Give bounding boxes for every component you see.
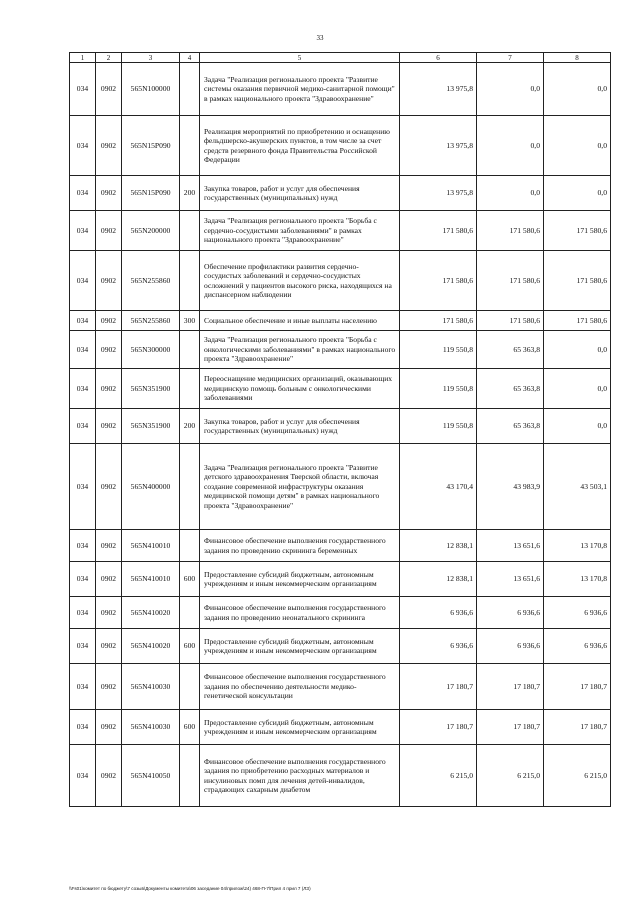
cell-code: 034: [70, 251, 96, 311]
table-row: [70, 176, 611, 211]
cell-sum-year1: 171 580,6: [400, 211, 477, 251]
cell-section: 0902: [96, 311, 122, 331]
cell-description: Задача "Реализация регионального проекта "Борьба с онкологическими заболеваниями" в рамках национального проекта "Здравоохранение": [200, 331, 400, 369]
cell-section: 0902: [96, 176, 122, 211]
cell-sum-year2: 0,0: [477, 116, 544, 176]
table-row: [70, 311, 611, 331]
cell-description: Финансовое обеспечение выполнения государственного задания по проведению скрининга беременных: [200, 530, 400, 562]
footer-file-path: \\Fs01\комитет по бюджету\7 созыв\Документы комитета\06 заседание 04\прилож\24) 468-П-7\Прил 4 прил 7 (ЛЗ): [69, 886, 311, 891]
cell-sum-year1: 6 936,6: [400, 597, 477, 629]
cell-sum-year2: 17 180,7: [477, 664, 544, 710]
cell-sum-year3: 6 936,6: [544, 629, 611, 664]
cell-target: 565N410050: [122, 745, 180, 807]
cell-description: Задача "Реализация регионального проекта "Борьба с сердечно-сосудистыми заболеваниями" в рамках национального проекта "Здравоохранение": [200, 211, 400, 251]
cell-target: 565N400000: [122, 444, 180, 530]
cell-section: 0902: [96, 745, 122, 807]
cell-description: Социальное обеспечение и иные выплаты населению: [200, 311, 400, 331]
cell-sum-year3: 13 170,8: [544, 562, 611, 597]
table-row: [70, 116, 611, 176]
header-cell: 2: [96, 53, 122, 63]
cell-sum-year2: 6 215,0: [477, 745, 544, 807]
cell-description: Закупка товаров, работ и услуг для обеспечения государственных (муниципальных) нужд: [200, 176, 400, 211]
cell-sum-year2: 171 580,6: [477, 211, 544, 251]
cell-sum-year1: 171 580,6: [400, 251, 477, 311]
table-row: [70, 745, 611, 807]
cell-sum-year1: 6 936,6: [400, 629, 477, 664]
cell-type: [180, 251, 200, 311]
cell-sum-year1: 17 180,7: [400, 664, 477, 710]
cell-sum-year3: 0,0: [544, 63, 611, 116]
cell-sum-year2: 65 363,8: [477, 409, 544, 444]
cell-description: Задача "Реализация регионального проекта "Развитие детского здравоохранения Тверской области, включая создание современной инфраструктуры оказания медицинской помощи детям" в рамках национального проекта "Здравоохранение": [200, 444, 400, 530]
cell-sum-year1: 13 975,8: [400, 116, 477, 176]
cell-sum-year1: 6 215,0: [400, 745, 477, 807]
cell-sum-year1: 119 550,8: [400, 331, 477, 369]
cell-code: 034: [70, 597, 96, 629]
cell-description: Предоставление субсидий бюджетным, автономным учреждениям и иным некоммерческим организациям: [200, 710, 400, 745]
table-row: [70, 331, 611, 369]
cell-type: 200: [180, 176, 200, 211]
cell-target: 565N410010: [122, 530, 180, 562]
cell-target: 565N300000: [122, 331, 180, 369]
table-row: [70, 409, 611, 444]
cell-target: 565N351900: [122, 409, 180, 444]
cell-code: 034: [70, 745, 96, 807]
cell-sum-year2: 0,0: [477, 63, 544, 116]
cell-section: 0902: [96, 562, 122, 597]
cell-section: 0902: [96, 629, 122, 664]
cell-description: Задача "Реализация регионального проекта "Развитие системы оказания первичной медико-санитарной помощи" в рамках национального проекта "Здравоохранение": [200, 63, 400, 116]
cell-target: 565N410020: [122, 597, 180, 629]
cell-sum-year1: 119 550,8: [400, 409, 477, 444]
cell-sum-year2: 13 651,6: [477, 562, 544, 597]
cell-sum-year2: 17 180,7: [477, 710, 544, 745]
cell-type: 600: [180, 629, 200, 664]
header-cell: 6: [400, 53, 477, 63]
cell-description: Предоставление субсидий бюджетным, автономным учреждениям и иным некоммерческим организациям: [200, 629, 400, 664]
cell-sum-year3: 0,0: [544, 369, 611, 409]
cell-target: 565N255860: [122, 311, 180, 331]
cell-target: 565N410020: [122, 629, 180, 664]
cell-code: 034: [70, 369, 96, 409]
cell-sum-year3: 17 180,7: [544, 710, 611, 745]
cell-sum-year3: 171 580,6: [544, 211, 611, 251]
cell-sum-year1: 43 170,4: [400, 444, 477, 530]
cell-code: 034: [70, 530, 96, 562]
cell-type: 200: [180, 409, 200, 444]
cell-code: 034: [70, 562, 96, 597]
cell-sum-year3: 0,0: [544, 331, 611, 369]
cell-code: 034: [70, 664, 96, 710]
page-number: 33: [316, 34, 324, 42]
cell-code: 034: [70, 444, 96, 530]
cell-description: Предоставление субсидий бюджетным, автономным учреждениям и иным некоммерческим организациям: [200, 562, 400, 597]
cell-section: 0902: [96, 664, 122, 710]
cell-target: 565N410030: [122, 710, 180, 745]
cell-sum-year3: 6 215,0: [544, 745, 611, 807]
cell-sum-year3: 17 180,7: [544, 664, 611, 710]
header-cell: 3: [122, 53, 180, 63]
table-row: [70, 664, 611, 710]
cell-target: 565N410030: [122, 664, 180, 710]
cell-sum-year3: 171 580,6: [544, 251, 611, 311]
header-cell: 1: [70, 53, 96, 63]
table-row: [70, 597, 611, 629]
cell-sum-year2: 43 983,9: [477, 444, 544, 530]
cell-sum-year3: 43 503,1: [544, 444, 611, 530]
cell-sum-year2: 171 580,6: [477, 251, 544, 311]
cell-sum-year2: 13 651,6: [477, 530, 544, 562]
cell-sum-year3: 0,0: [544, 409, 611, 444]
cell-sum-year1: 12 838,1: [400, 562, 477, 597]
cell-type: [180, 597, 200, 629]
cell-section: 0902: [96, 409, 122, 444]
cell-sum-year3: 171 580,6: [544, 311, 611, 331]
table-row: [70, 369, 611, 409]
table-row: [70, 562, 611, 597]
cell-target: 565N15P090: [122, 116, 180, 176]
cell-description: Переоснащение медицинских организаций, оказывающих медицинскую помощь больным с онкологическими заболеваниями: [200, 369, 400, 409]
cell-code: 034: [70, 116, 96, 176]
cell-description: Финансовое обеспечение выполнения государственного задания по приобретению расходных материалов и инсулиновых помп для лечения детей-инвалидов, страдающих сахарным диабетом: [200, 745, 400, 807]
cell-section: 0902: [96, 444, 122, 530]
cell-sum-year3: 0,0: [544, 116, 611, 176]
cell-target: 565N200000: [122, 211, 180, 251]
table-row: [70, 444, 611, 530]
cell-type: [180, 63, 200, 116]
cell-sum-year2: 6 936,6: [477, 597, 544, 629]
cell-section: 0902: [96, 597, 122, 629]
cell-code: 034: [70, 176, 96, 211]
cell-code: 034: [70, 409, 96, 444]
cell-code: 034: [70, 629, 96, 664]
header-cell: 7: [477, 53, 544, 63]
cell-sum-year2: 6 936,6: [477, 629, 544, 664]
cell-sum-year1: 12 838,1: [400, 530, 477, 562]
cell-sum-year2: 171 580,6: [477, 311, 544, 331]
cell-description: Закупка товаров, работ и услуг для обеспечения государственных (муниципальных) нужд: [200, 409, 400, 444]
cell-section: 0902: [96, 331, 122, 369]
cell-target: 565N100000: [122, 63, 180, 116]
cell-section: 0902: [96, 211, 122, 251]
table-row: [70, 211, 611, 251]
cell-sum-year1: 13 975,8: [400, 63, 477, 116]
cell-target: 565N255860: [122, 251, 180, 311]
cell-type: 300: [180, 311, 200, 331]
cell-section: 0902: [96, 63, 122, 116]
cell-sum-year3: 6 936,6: [544, 597, 611, 629]
cell-section: 0902: [96, 251, 122, 311]
cell-type: [180, 530, 200, 562]
header-cell: 8: [544, 53, 611, 63]
cell-type: [180, 211, 200, 251]
table-row: [70, 629, 611, 664]
cell-section: 0902: [96, 530, 122, 562]
cell-code: 034: [70, 311, 96, 331]
cell-sum-year3: 13 170,8: [544, 530, 611, 562]
header-cell: 4: [180, 53, 200, 63]
cell-sum-year1: 17 180,7: [400, 710, 477, 745]
cell-sum-year3: 0,0: [544, 176, 611, 211]
cell-target: 565N351900: [122, 369, 180, 409]
cell-code: 034: [70, 710, 96, 745]
cell-sum-year2: 0,0: [477, 176, 544, 211]
cell-section: 0902: [96, 116, 122, 176]
cell-section: 0902: [96, 369, 122, 409]
cell-code: 034: [70, 211, 96, 251]
cell-type: [180, 444, 200, 530]
cell-code: 034: [70, 63, 96, 116]
cell-sum-year2: 65 363,8: [477, 369, 544, 409]
table-body: [70, 53, 611, 807]
cell-target: 565N15P090: [122, 176, 180, 211]
header-row: [70, 53, 611, 63]
cell-type: [180, 369, 200, 409]
cell-sum-year1: 171 580,6: [400, 311, 477, 331]
cell-type: [180, 331, 200, 369]
budget-table: [69, 52, 611, 807]
cell-sum-year1: 119 550,8: [400, 369, 477, 409]
header-cell: 5: [200, 53, 400, 63]
cell-description: Финансовое обеспечение выполнения государственного задания по обеспечению деятельности медико-генетической консультации: [200, 664, 400, 710]
cell-description: Реализация мероприятий по приобретению и оснащению фельдшерско-акушерских пунктов, в том числе за счет средств резервного фонда Правительства Российской Федерации: [200, 116, 400, 176]
cell-type: [180, 745, 200, 807]
cell-target: 565N410010: [122, 562, 180, 597]
table-row: [70, 710, 611, 745]
cell-description: Обеспечение профилактики развития сердечно-сосудистых заболеваний и сердечно-сосудистых осложнений у пациентов высокого риска, находящихся на диспансерном наблюдении: [200, 251, 400, 311]
cell-sum-year2: 65 363,8: [477, 331, 544, 369]
table-row: [70, 63, 611, 116]
cell-type: [180, 664, 200, 710]
table-row: [70, 251, 611, 311]
table-row: [70, 530, 611, 562]
cell-code: 034: [70, 331, 96, 369]
cell-type: [180, 116, 200, 176]
cell-type: 600: [180, 710, 200, 745]
cell-description: Финансовое обеспечение выполнения государственного задания по проведению неонатального скрининга: [200, 597, 400, 629]
cell-sum-year1: 13 975,8: [400, 176, 477, 211]
cell-section: 0902: [96, 710, 122, 745]
cell-type: 600: [180, 562, 200, 597]
